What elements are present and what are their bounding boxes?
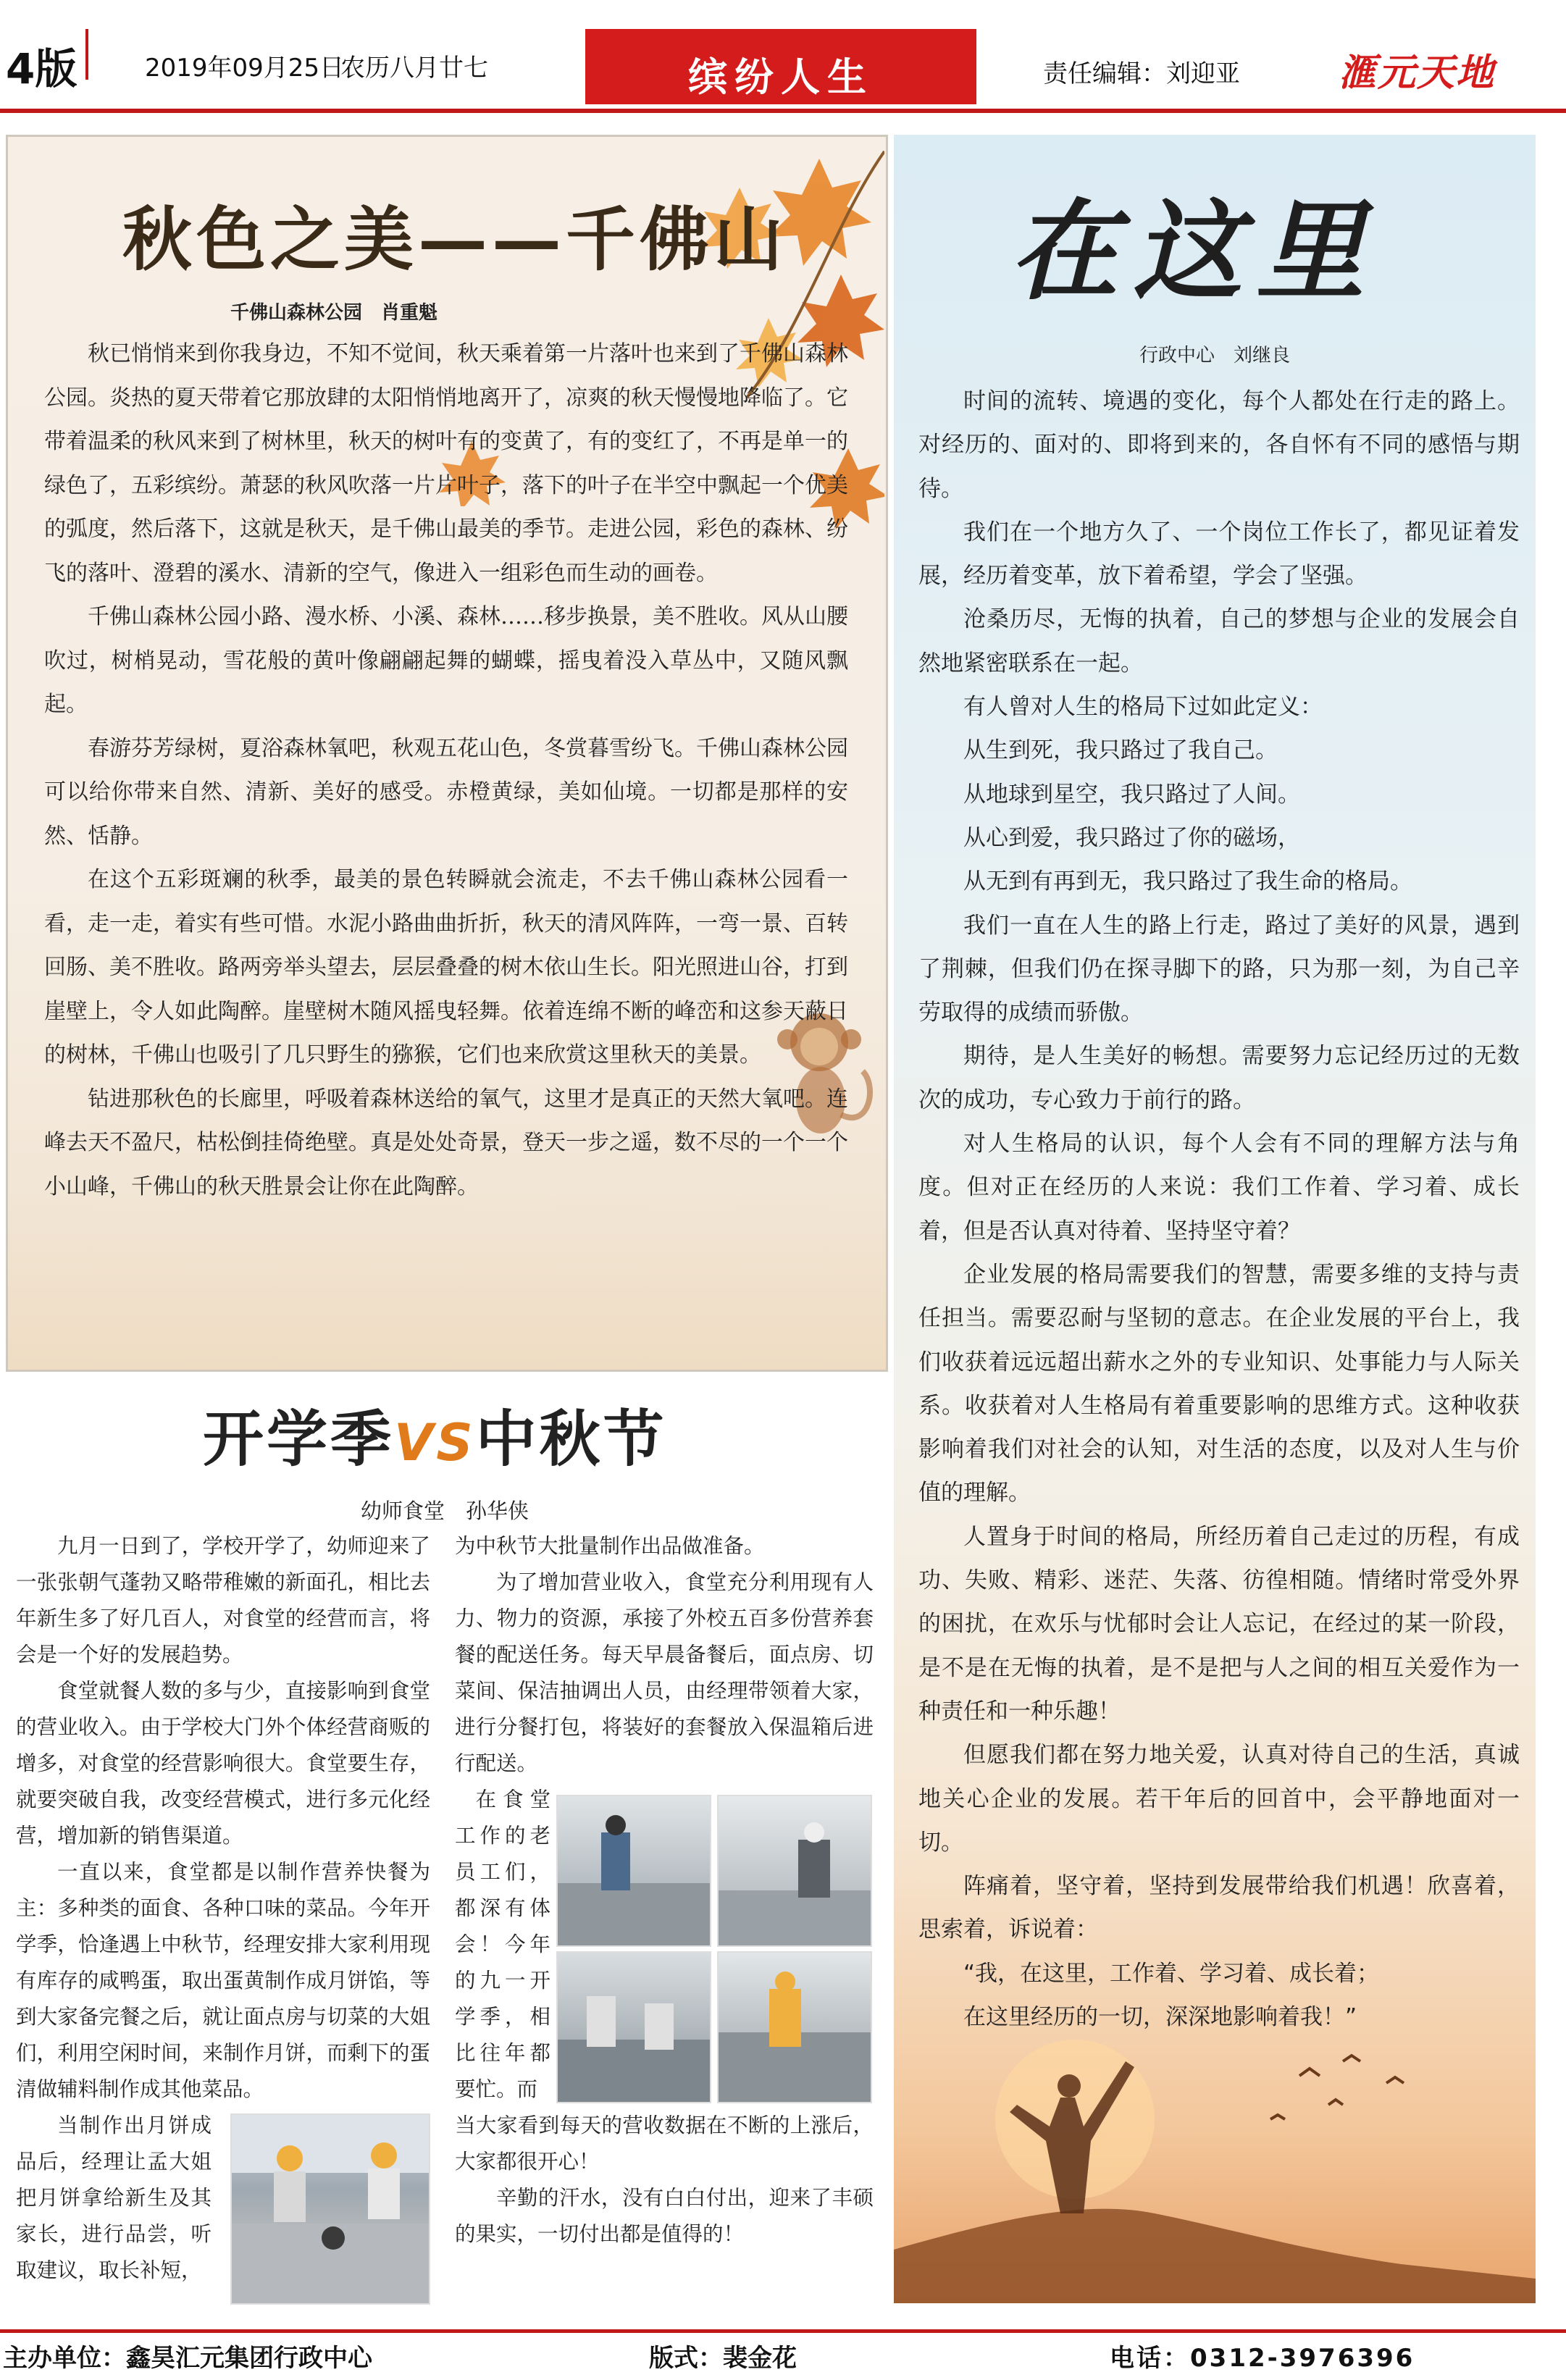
article-byline: 千佛山森林公园 肖重魁: [230, 302, 437, 324]
newspaper-logo: 滙元天地: [1339, 51, 1496, 95]
editor-credit: 责任编辑：刘迎亚: [1043, 59, 1240, 88]
footer-phone: 电话：0312-3976396: [1110, 2344, 1415, 2373]
article-body: [44, 332, 848, 1209]
versus-mark: VS: [394, 1413, 476, 1472]
lunar-date: 农历八月廿七: [340, 54, 488, 83]
header-divider: [85, 29, 88, 80]
paragraph: 为了增加营业收入，食堂充分利用现有人力、物力的资源，承接了外校五百多份营养套餐的配送任务。每天早晨备餐后，面点房、切菜间、保洁抽调出人员，由经理带领着大家，进行分餐打包，将装好的套餐放入保温箱后进行配送。: [455, 1570, 874, 1775]
paragraph: 从无到有再到无，我只路过了我生命的格局。: [963, 868, 1412, 895]
paragraph: 期待，是人生美好的畅想。需要努力忘记经历过的无数次的成功，专心致力于前行的路。: [918, 1043, 1520, 1113]
paragraph: 时间的流转、境遇的变化，每个人都处在行走的路上。对经历的、面对的、即将到来的，各自怀有不同的感悟与期待。: [918, 388, 1520, 502]
article-here: [894, 135, 1536, 2303]
paragraph: “我，在这里，工作着、学习着、成长着；: [963, 1960, 1380, 1987]
paragraph: 在这个五彩斑斓的秋季，最美的景色转瞬就会流走，不去千佛山森林公园看一看，走一走，着实有些可惜。水泥小路曲曲折折，秋天的清风阵阵，一弯一景、百转回肠、美不胜收。路两旁举头望去，层层叠叠的树木依山生长。阳光照进山谷，打到崖壁上，令人如此陶醉。崖壁树木随风摇曳轻舞。依着连绵不断的峰峦和这参天蔽日的树林，千佛山也吸引了几只野生的猕猴，它们也来欣赏这里秋天的美景。: [44, 867, 848, 1068]
title-part: 中秋节: [475, 1404, 667, 1475]
canteen-photo: [717, 1795, 872, 1947]
paragraph: 从心到爱，我只路过了你的磁场，: [963, 824, 1300, 851]
article-title: 秋色之美——千佛山: [122, 198, 787, 280]
paragraph: 当制作出月饼成品后，经理让孟大姐把月饼拿给新生及其家长，进行品尝，听取建议，取长补短，: [16, 2113, 212, 2282]
photo-content-icon: [232, 2115, 429, 2303]
canteen-staff-photo: [230, 2113, 430, 2305]
paragraph: 千佛山森林公园小路、漫水桥、小溪、森林……移步换景，美不胜收。风从山腰吹过，树梢晃动，雪花般的黄叶像翩翩起舞的蝴蝶，摇曳着没入草丛中，又随风飘起。: [44, 604, 848, 717]
paragraph: 当大家看到每天的营收数据在不断的上涨后，大家都很开心！: [455, 2113, 874, 2174]
footer-host: 主办单位：鑫昊汇元集团行政中心: [3, 2344, 372, 2373]
paragraph: 为中秋节大批量制作出品做准备。: [455, 1534, 765, 1558]
paragraph: 从地球到星空，我只路过了人间。: [963, 781, 1300, 808]
page-number: 4版: [6, 44, 78, 93]
photo-content-icon: [558, 1796, 710, 1945]
paragraph: 我们一直在人生的路上行走，路过了美好的风景，遇到了荆棘，但我们仍在探寻脚下的路，只为那一刻，为自己辛劳取得的成绩而骄傲。: [918, 912, 1520, 1026]
page-header: [0, 0, 1566, 113]
photo-content-icon: [558, 1953, 710, 2102]
paragraph: 阵痛着，坚守着，坚持到发展带给我们机遇！欣喜着，思索着，诉说着：: [918, 1873, 1520, 1943]
paragraph: 人置身于时间的格局，所经历着自己走过的历程，有成功、失败、精彩、迷茫、失落、彷徨相随。情绪时常受外界的困扰，在欢乐与忧郁时会让人忘记，在经过的某一阶段，是不是在无悔的执着，是不是把与人之间的相互关爱作为一种责任和一种乐趣！: [918, 1523, 1520, 1725]
paragraph: 在食堂工作的老员工们，都深有体会！今年的九一开学季，相比往年都要忙。而: [455, 1788, 550, 2101]
paragraph: 钻进那秋色的长廊里，呼吸着森林送给的氧气，这里才是真正的天然大氧吧。连峰去天不盈尺，枯松倒挂倚绝壁。真是处处奇景，登天一步之遥，数不尽的一个一个小山峰，千佛山的秋天胜景会让你在此陶醉。: [44, 1086, 848, 1199]
footer-divider: [0, 2329, 1566, 2333]
issue-date: 2019年09月25日: [145, 54, 345, 83]
paragraph: 春游芬芳绿树，夏浴森林氧吧，秋观五花山色，冬赏暮雪纷飞。千佛山森林公园可以给你带来自然、清新、美好的感受。赤橙黄绿，美如仙境。一切都是那样的安然、恬静。: [44, 735, 848, 849]
paragraph: 秋已悄悄来到你我身边，不知不觉间，秋天乘着第一片落叶也来到了千佛山森林公园。炎热的夏天带着它那放肆的太阳悄悄地离开了，凉爽的秋天慢慢地降临了。它带着温柔的秋风来到了树林里，秋天的树叶有的变黄了，有的变红了，不再是单一的绿色了，五彩缤纷。萧瑟的秋风吹落一片片叶子，落下的叶子在半空中飘起一个优美的弧度，然后落下，这就是秋天，是千佛山最美的季节。走进公园，彩色的森林、纷飞的落叶、澄碧的溪水、清新的空气，像进入一组彩色而生动的画卷。: [44, 341, 848, 586]
article-byline: 行政中心 刘继良: [1139, 345, 1290, 366]
article-title: [203, 1391, 667, 1478]
silhouette-sunset-icon: [894, 2032, 1536, 2303]
canteen-photo: [556, 1795, 711, 1947]
paragraph: 食堂就餐人数的多与少，直接影响到食堂的营业收入。由于学校大门外个体经营商贩的增多，对食堂的经营影响很大。食堂要生存，就要突破自我，改变经营模式，进行多元化经营，增加新的销售渠道。: [16, 1679, 430, 1848]
paragraph: 在这里经历的一切，深深地影响着我！”: [963, 2003, 1357, 2030]
paragraph: 我们在一个地方久了、一个岗位工作长了，都见证着发展，经历着变革，放下着希望，学会了坚强。: [918, 519, 1520, 590]
paragraph: 但愿我们都在努力地关爱，认真对待自己的生活，真诚地关心企业的发展。若干年后的回首中，会平静地面对一切。: [918, 1742, 1520, 1856]
canteen-photo: [556, 1951, 711, 2103]
paragraph: 有人曾对人生的格局下过如此定义：: [963, 694, 1323, 721]
title-part: 开学季: [203, 1404, 395, 1475]
paragraph: 从生到死，我只路过了我自己。: [963, 737, 1278, 764]
section-title: 缤纷人生: [688, 54, 874, 100]
article-title: 在这里: [1010, 188, 1380, 315]
photo-content-icon: [719, 1953, 871, 2102]
paragraph: 一直以来，食堂都是以制作营养快餐为主：多种类的面食、各种口味的菜品。今年开学季，恰逢遇上中秋节，经理安排大家利用现有库存的咸鸭蛋，取出蛋黄制作成月饼馅，等到大家备完餐之后，就让面点房与切菜的大姐们，利用空闲时间，来制作月饼，而剩下的蛋清做辅料制作成其他菜品。: [16, 1860, 430, 2101]
paragraph: 九月一日到了，学校开学了，幼师迎来了一张张朝气蓬勃又略带稚嫩的新面孔，相比去年新生多了好几百人，对食堂的经营而言，将会是一个好的发展趋势。: [16, 1534, 430, 1667]
paragraph: 对人生格局的认识，每个人会有不同的理解方法与角度。但对正在经历的人来说：我们工作着、学习着、成长着，但是否认真对待着、坚持坚守着？: [918, 1131, 1520, 1244]
article-byline: 幼师食堂 孙华侠: [360, 1499, 529, 1523]
article-autumn-qianfoshan: [6, 135, 888, 1372]
paragraph: 辛勤的汗水，没有白白付出，迎来了丰硕的果实，一切付出都是值得的！: [455, 2186, 874, 2246]
article-body: [918, 380, 1520, 2039]
canteen-photo-grid: [556, 1795, 871, 2102]
canteen-photo: [717, 1951, 872, 2103]
footer-layout-credit: 版式：裴金花: [649, 2344, 797, 2373]
photo-content-icon: [719, 1796, 871, 1945]
paragraph: 企业发展的格局需要我们的智慧，需要多维的支持与责任担当。需要忍耐与坚韧的意志。在企业发展的平台上，我们收获着远远超出薪水之外的专业知识、处事能力与人际关系。收获着对人生格局有着重要影响的思维方式。这种收获影响着我们对社会的认知，对生活的态度，以及对人生与价值的理解。: [918, 1261, 1520, 1507]
paragraph: 沧桑历尽，无悔的执着，自己的梦想与企业的发展会自然地紧密联系在一起。: [918, 606, 1520, 676]
